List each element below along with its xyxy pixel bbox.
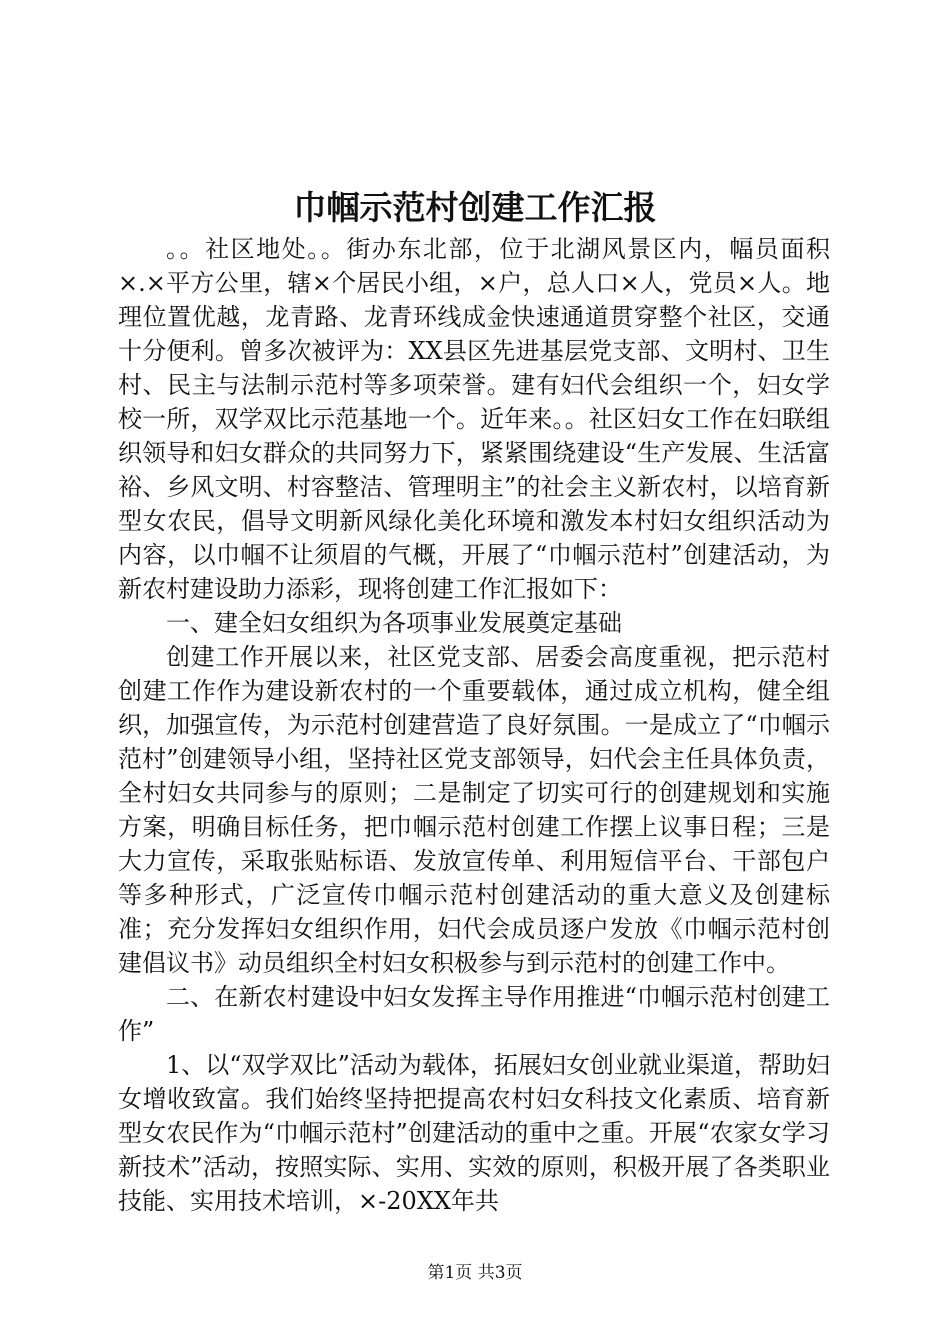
section-heading-1: 一、建全妇女组织为各项事业发展奠定基础 [166, 609, 622, 637]
paragraph-item-1: 1、以“双学双比”活动为载体，拓展妇女创业就业渠道，帮助妇女增收致富。我们始终坚持把提高农村妇女科技文化素质、培育新型女农民作为“巾帼示范村”创建活动的重中之重。开展“农家女学习新技术”活动，按照实际、实用、实效的原则，积极开展了各类职业技能、实用技术培训，×-20XX年共 [118, 1051, 830, 1215]
paragraph-intro: 。。社区地处。。街办东北部，位于北湖风景区内，幅员面积×.×平方公里，辖×个居民小组，×户，总人口×人，党员×人。地理位置优越，龙青路、龙青环线成金快速通道贯穿整个社区，交通十分便利。曾多次被评为：XX县区先进基层党支部、文明村、卫生村、民主与法制示范村等多项荣誉。建有妇代会组织一个，妇女学校一所，双学双比示范基地一个。近年来。。社区妇女工作在妇联组织领导和妇女群众的共同努力下，紧紧围绕建设“生产发展、生活富裕、乡风文明、村容整洁、管理明主”的社会主义新农村，以培育新型女农民，倡导文明新风绿化美化环境和激发本村妇女组织活动为内容，以巾帼不让须眉的气概，开展了“巾帼示范村”创建活动，为新农村建设助力添彩，现将创建工作汇报如下： [118, 235, 830, 603]
page-footer: 第1页 共3页 [427, 1263, 523, 1283]
page-title: 巾帼示范村创建工作汇报 [293, 188, 657, 227]
document-body [118, 232, 830, 1218]
section-heading-2: 二、在新农村建设中妇女发挥主导作用推进“巾帼示范村创建工作” [118, 983, 830, 1045]
paragraph-section-1: 创建工作开展以来，社区党支部、居委会高度重视，把示范村创建工作作为建设新农村的一个重要载体，通过成立机构，健全组织，加强宣传，为示范村创建营造了良好氛围。一是成立了“巾帼示范村”创建领导小组，坚持社区党支部领导，妇代会主任具体负责，全村妇女共同参与的原则；二是制定了切实可行的创建规划和实施方案，明确目标任务，把巾帼示范村创建工作摆上议事日程；三是大力宣传，采取张贴标语、发放宣传单、利用短信平台、干部包户等多种形式，广泛宣传巾帼示范村创建活动的重大意义及创建标准；充分发挥妇女组织作用，妇代会成员逐户发放《巾帼示范村创建倡议书》动员组织全村妇女积极参与到示范村的创建工作中。 [118, 643, 830, 977]
